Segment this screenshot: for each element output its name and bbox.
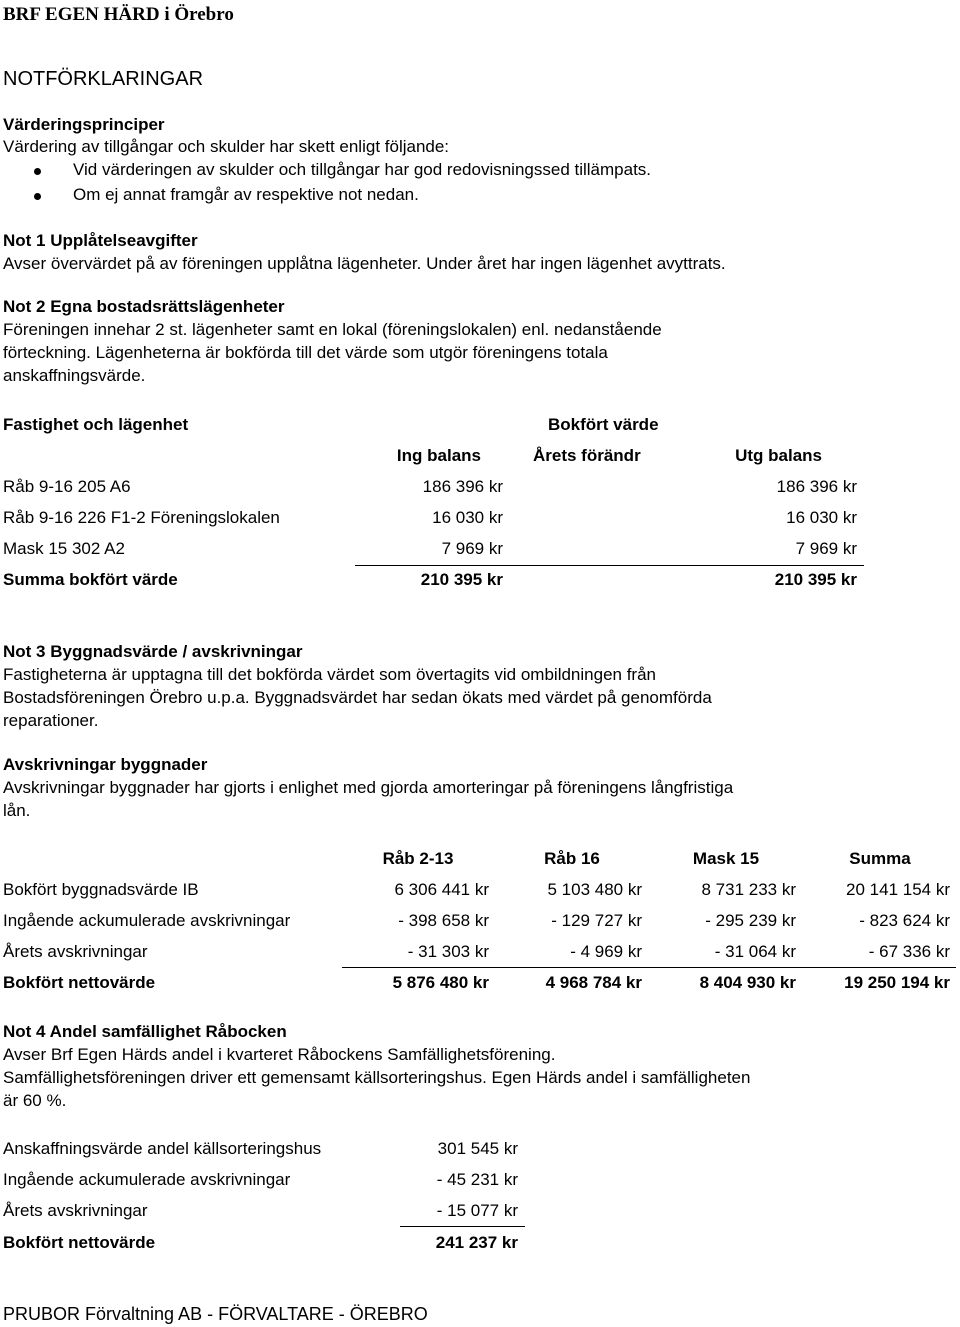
- depreciation-text-line: Avskrivningar byggnader har gjorts i enlighet med gjorda amorteringar på föreningens långfristiga: [3, 778, 734, 797]
- total-label: Bokfört nettovärde: [3, 1233, 156, 1252]
- note2-text-line: Föreningen innehar 2 st. lägenheter samt en lokal (föreningslokalen) enl. nedanstående: [3, 320, 662, 339]
- total-value-cell: 4 968 784 kr: [545, 973, 642, 992]
- total-label: Bokfört nettovärde: [3, 973, 156, 992]
- note3-text-line: Bostadsföreningen Örebro u.p.a. Byggnadsvärdet har sedan ökats med värdet på genomförda: [3, 688, 712, 707]
- note2-heading: Not 2 Egna bostadsrättslägenheter: [3, 297, 285, 316]
- page-title: NOTFÖRKLARINGAR: [3, 68, 204, 90]
- value-cell: - 4 969 kr: [570, 942, 642, 961]
- row-label: Mask 15 302 A2: [3, 539, 125, 558]
- note4-heading: Not 4 Andel samfällighet Råbocken: [3, 1022, 287, 1041]
- building-column-header: Summa: [849, 849, 911, 868]
- page-footer: PRUBOR Förvaltning AB - FÖRVALTARE - ÖREBRO: [3, 1304, 428, 1324]
- valuation-intro: Värdering av tillgångar och skulder har skett enligt följande:: [3, 137, 450, 156]
- depreciation-text-line: lån.: [3, 801, 31, 820]
- row-label: Anskaffningsvärde andel källsorteringshus: [3, 1139, 322, 1158]
- note3-text-line: Fastigheterna är upptagna till det bokförda värdet som övertagits vid ombildningen från: [3, 665, 656, 684]
- total-ing-balance: 210 395 kr: [420, 570, 503, 589]
- note4-text-line: är 60 %.: [3, 1091, 67, 1110]
- property-table-column-header: Utg balans: [735, 446, 822, 465]
- total-value-cell: 19 250 194 kr: [844, 973, 950, 992]
- value-cell: - 398 658 kr: [398, 911, 489, 930]
- total-value-cell: 241 237 kr: [435, 1233, 518, 1252]
- row-label: Årets avskrivningar: [3, 942, 148, 961]
- bullet-icon: [34, 193, 41, 200]
- document-header-title: BRF EGEN HÄRD i Örebro: [3, 4, 234, 25]
- ing-balance-cell: 16 030 kr: [432, 508, 503, 527]
- sum-divider: [342, 967, 956, 968]
- valuation-bullet: Om ej annat framgår av respektive not nedan.: [73, 185, 419, 204]
- note1-text: Avser övervärdet på av föreningen upplåtna lägenheter. Under året har ingen lägenhet avyttrats.: [3, 254, 726, 273]
- value-cell: 20 141 154 kr: [846, 880, 950, 899]
- building-column-header: Råb 2-13: [382, 849, 454, 868]
- row-label: Årets avskrivningar: [3, 1201, 148, 1220]
- valuation-heading: Värderingsprinciper: [3, 115, 165, 134]
- row-label: Råb 9-16 205 A6: [3, 477, 131, 496]
- total-utg-balance: 210 395 kr: [774, 570, 857, 589]
- utg-balance-cell: 16 030 kr: [786, 508, 857, 527]
- note3-text-line: reparationer.: [3, 711, 99, 730]
- property-table-group-header: Bokfört värde: [548, 415, 659, 434]
- total-label: Summa bokfört värde: [3, 570, 178, 589]
- ing-balance-cell: 7 969 kr: [441, 539, 503, 558]
- value-cell: 301 545 kr: [437, 1139, 518, 1158]
- bullet-icon: [34, 168, 41, 175]
- value-cell: 6 306 441 kr: [394, 880, 489, 899]
- value-cell: - 45 231 kr: [436, 1170, 518, 1189]
- note3-heading: Not 3 Byggnadsvärde / avskrivningar: [3, 642, 303, 661]
- property-table-label-header: Fastighet och lägenhet: [3, 415, 189, 434]
- total-value-cell: 8 404 930 kr: [699, 973, 796, 992]
- note2-text-line: förteckning. Lägenheterna är bokförda till det värde som utgör föreningens totala: [3, 343, 608, 362]
- property-table-column-header: Ing balans: [396, 446, 481, 465]
- property-table-column-header: Årets förändr: [533, 446, 641, 465]
- value-cell: - 129 727 kr: [551, 911, 642, 930]
- sum-divider: [355, 565, 864, 566]
- value-cell: - 31 064 kr: [714, 942, 796, 961]
- row-label: Bokfört byggnadsvärde IB: [3, 880, 199, 899]
- building-column-header: Råb 16: [544, 849, 600, 868]
- note4-text-line: Avser Brf Egen Härds andel i kvarteret Råbockens Samfällighetsförening.: [3, 1045, 556, 1064]
- value-cell: - 67 336 kr: [868, 942, 950, 961]
- value-cell: - 31 303 kr: [407, 942, 489, 961]
- row-label: Råb 9-16 226 F1-2 Föreningslokalen: [3, 508, 280, 527]
- depreciation-heading: Avskrivningar byggnader: [3, 755, 208, 774]
- note4-text-line: Samfällighetsföreningen driver ett gemensamt källsorteringshus. Egen Härds andel i samfälligheten: [3, 1068, 751, 1087]
- building-column-header: Mask 15: [692, 849, 760, 868]
- row-label: Ingående ackumulerade avskrivningar: [3, 911, 291, 930]
- utg-balance-cell: 7 969 kr: [795, 539, 857, 558]
- value-cell: - 295 239 kr: [705, 911, 796, 930]
- note2-text-line: anskaffningsvärde.: [3, 366, 146, 385]
- sum-divider: [400, 1226, 525, 1227]
- value-cell: 5 103 480 kr: [547, 880, 642, 899]
- ing-balance-cell: 186 396 kr: [422, 477, 503, 496]
- total-value-cell: 5 876 480 kr: [392, 973, 489, 992]
- utg-balance-cell: 186 396 kr: [776, 477, 857, 496]
- value-cell: - 823 624 kr: [859, 911, 950, 930]
- value-cell: - 15 077 kr: [436, 1201, 518, 1220]
- note1-heading: Not 1 Upplåtelseavgifter: [3, 231, 198, 250]
- row-label: Ingående ackumulerade avskrivningar: [3, 1170, 291, 1189]
- value-cell: 8 731 233 kr: [701, 880, 796, 899]
- valuation-bullet: Vid värderingen av skulder och tillgångar har god redovisningssed tillämpats.: [73, 160, 652, 179]
